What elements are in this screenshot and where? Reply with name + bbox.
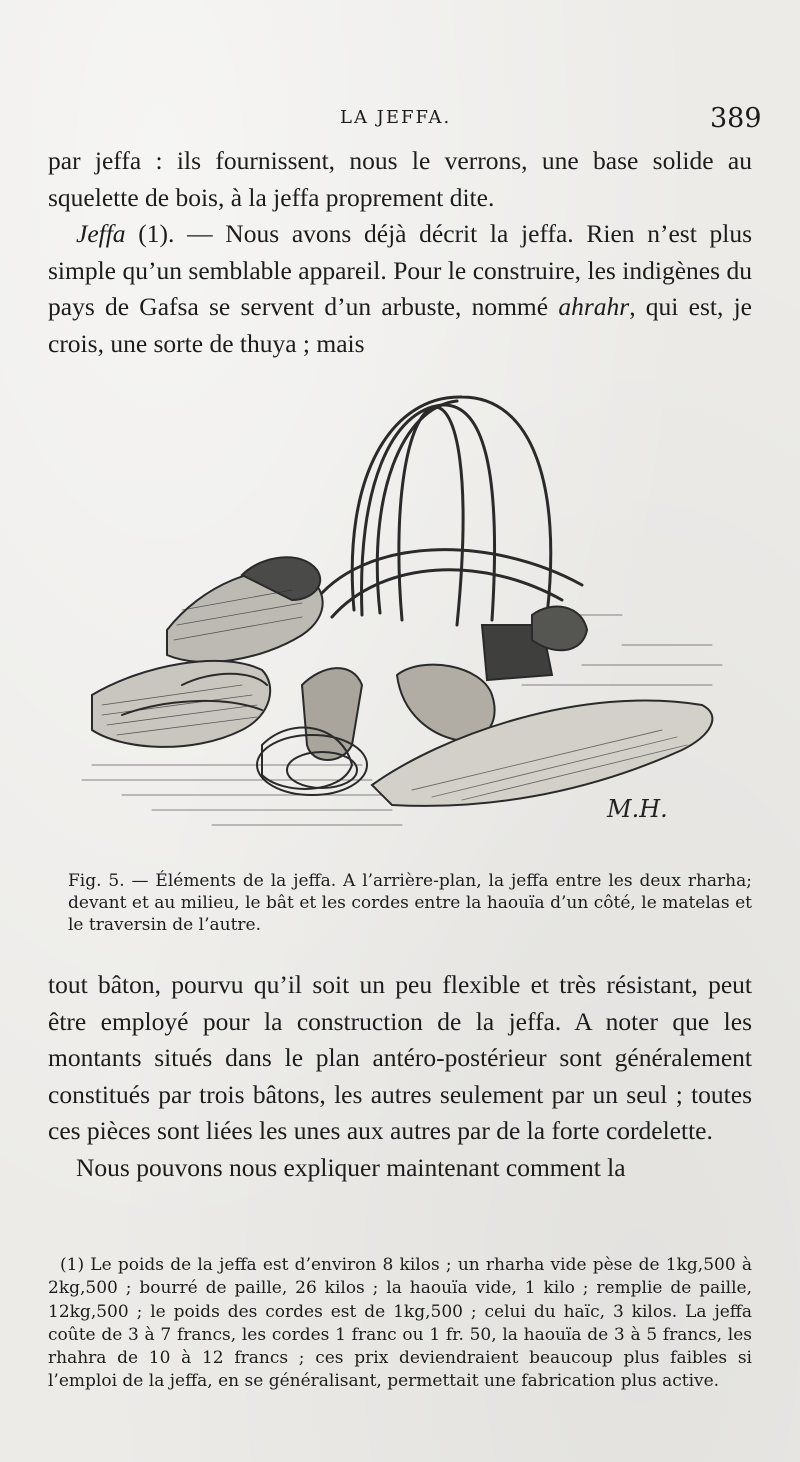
figure-caption: [48, 870, 752, 936]
paragraph: tout bâton, pourvu qu’il soit un peu flexible et très résistant, peut être employé pour la construction de la jeffa. A noter que les montants situés dans le plan antéro-postérieur sont généralement constitués par trois bâtons, les autres seulement par un seul ; toutes ces pièces sont liées les unes aux autres par de la forte cordelette.: [48, 970, 752, 1145]
text-block-bottom: [48, 967, 752, 1186]
section-lead: Jeffa: [76, 219, 126, 248]
running-header: [0, 103, 800, 137]
footnote: [48, 1254, 752, 1394]
figure-engraving: [62, 385, 752, 835]
paragraph-text-end: , qui est, je crois, une sorte de thuya ; mais: [48, 292, 752, 358]
text-block-top: [48, 143, 752, 362]
running-title: LA JEFFA.: [340, 107, 452, 128]
page-number: 389: [710, 103, 762, 134]
jeffa-illustration: [62, 385, 752, 835]
footnote-text: (1) Le poids de la jeffa est d’environ 8 kilos ; un rharha vide pèse de 1kg,500 à 2kg,500 ; bourré de paille, 26 kilos ; la haouïa vide, 1 kilo ; remplie de paille, 12kg,500 ; le poids des cordes est de 1kg,500 ; celui du haïc, 3 kilos. La jeffa coûte de 3 à 7 francs, les cordes 1 franc ou 1 fr. 50, la haouïa de 3 à 5 francs, les rhahra de 10 à 12 francs ; ces prix deviendraient beaucoup plus faibles si l’emploi de la jeffa, en se généralisant, permettait une fabrication plus active.: [48, 1255, 752, 1392]
paragraph-text: (1). — Nous avons déjà décrit la jeffa. Rien n’est plus simple qu’un semblable appareil. Pour le construire, les indigènes du pays de Gafsa se servent d’un arbuste, nommé: [48, 219, 752, 321]
paragraph: Nous pouvons nous expliquer maintenant comment la: [76, 1152, 626, 1182]
italic-term: ahrahr: [558, 292, 630, 321]
caption-text: Fig. 5. — Éléments de la jeffa. A l’arrière-plan, la jeffa entre les deux rharha; devant et au milieu, le bât et les cordes entre la haouïa d’un côté, le matelas et le traversin de l’autre.: [68, 871, 752, 935]
paragraph: par jeffa : ils fournissent, nous le verrons, une base solide au squelette de bois, à la jeffa proprement dite.: [48, 146, 752, 212]
artist-signature: M.H.: [607, 795, 668, 823]
paragraph-jeffa: [48, 216, 752, 362]
